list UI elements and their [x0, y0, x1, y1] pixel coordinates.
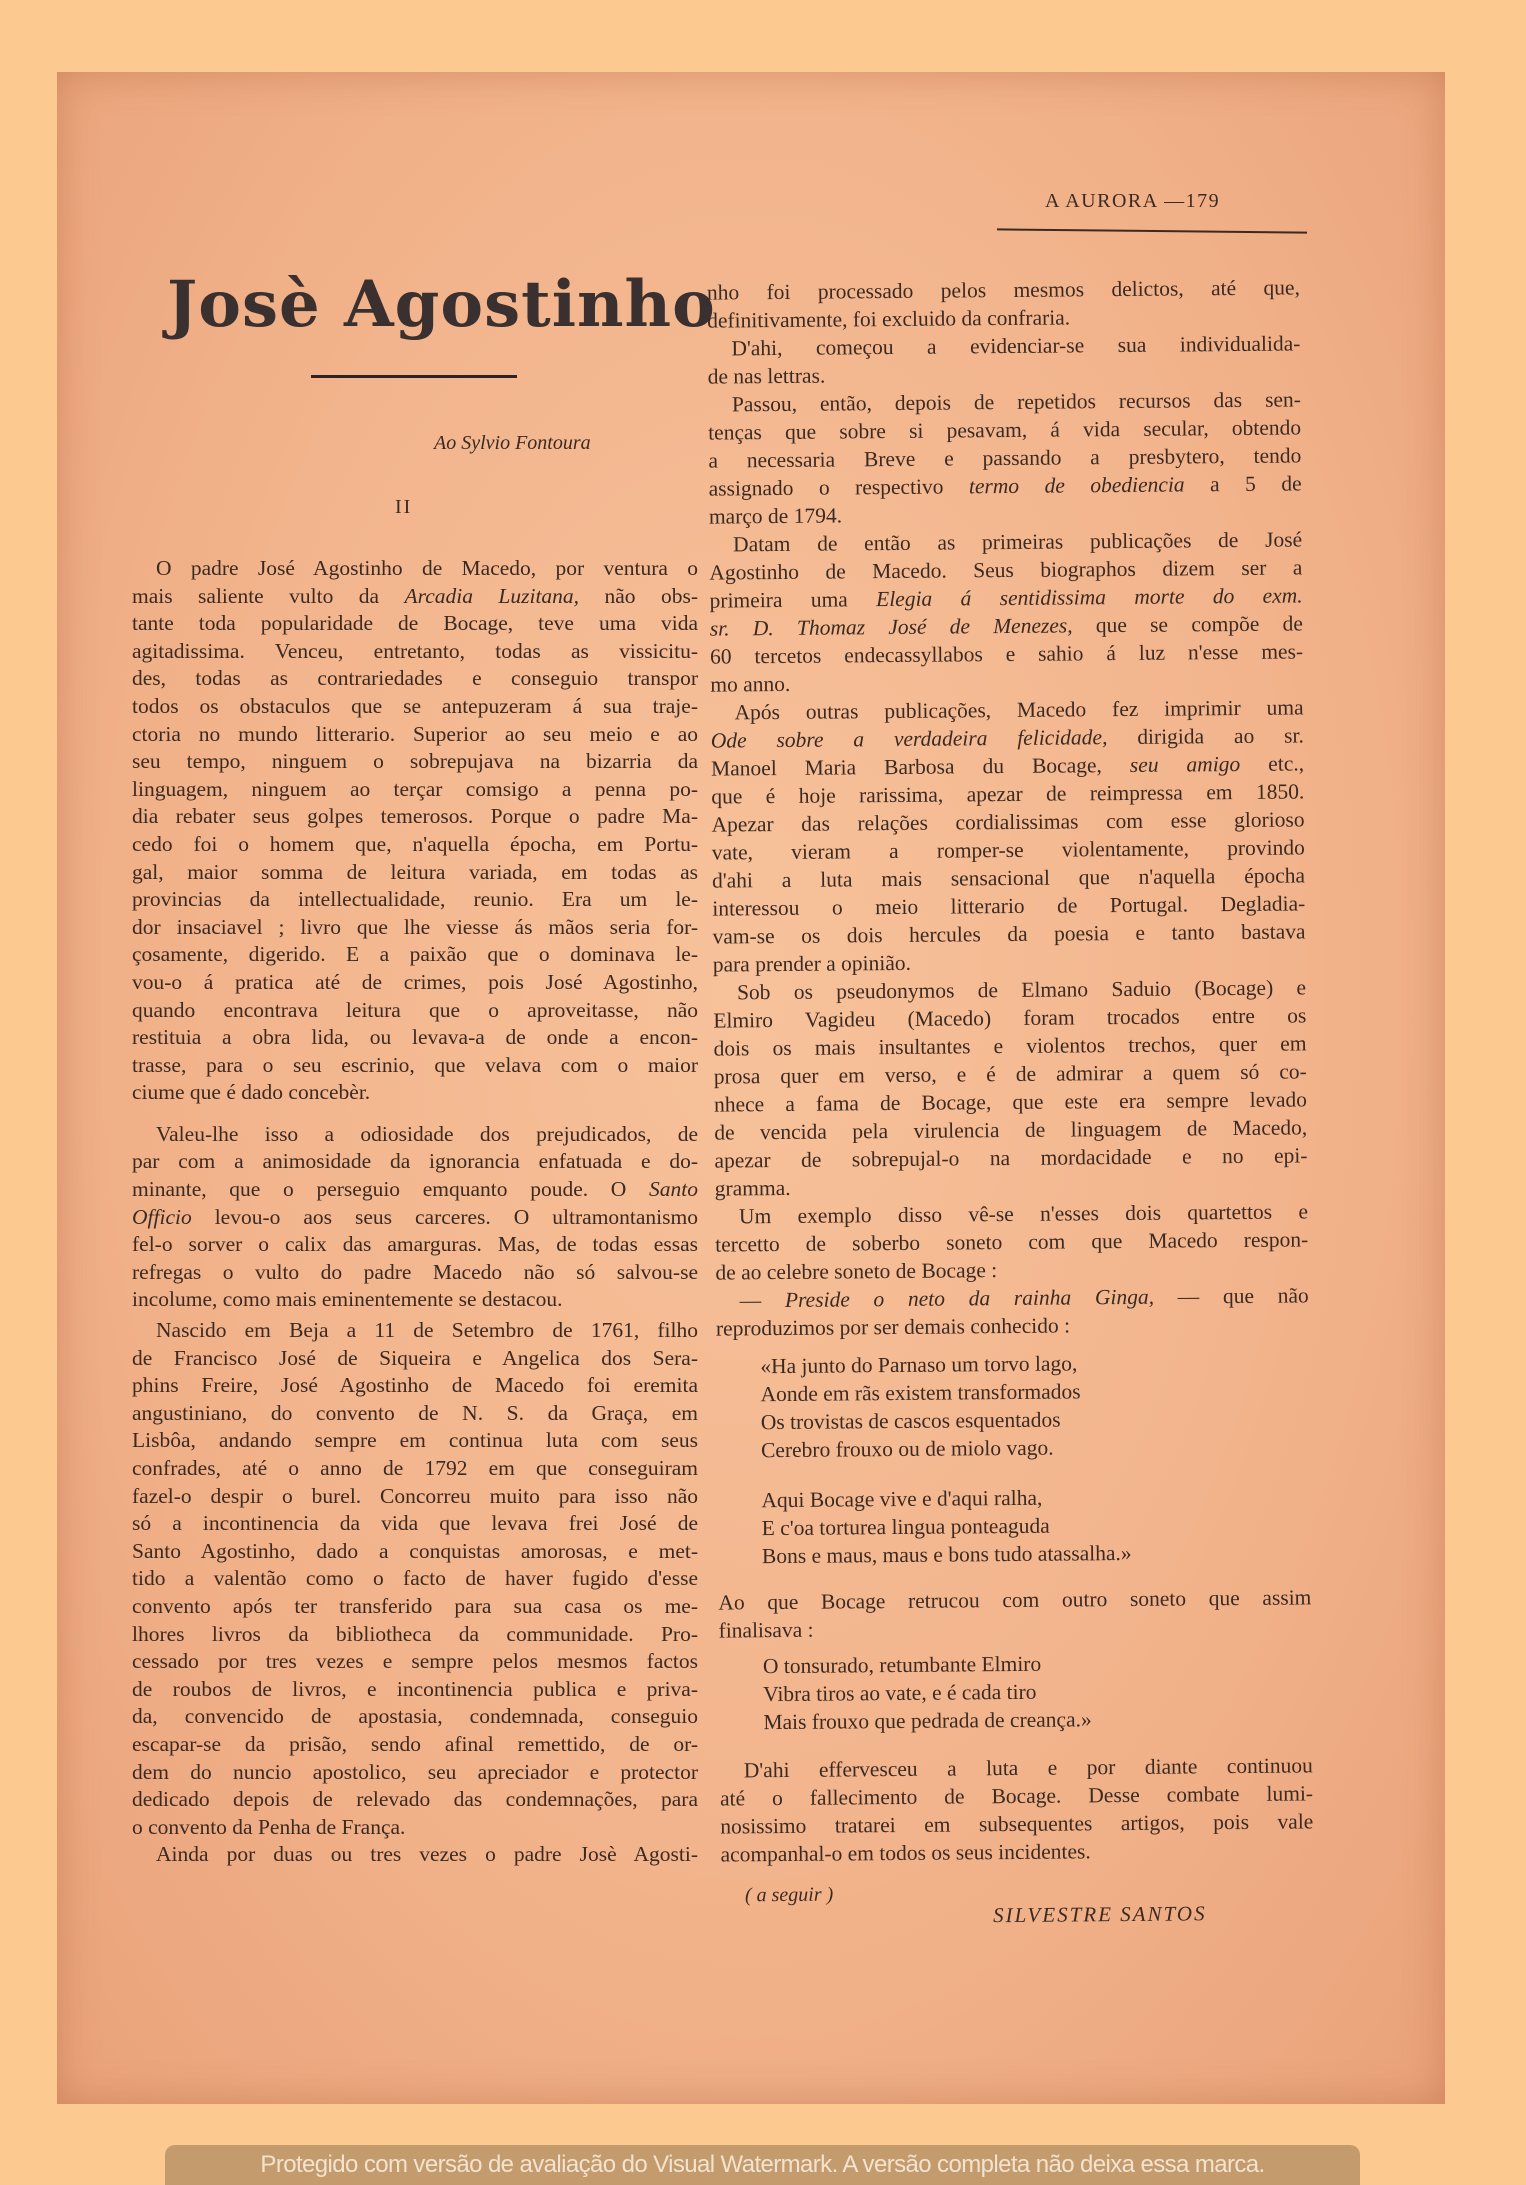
italic-text-run: termo de obediencia: [968, 472, 1185, 499]
text-line: Após outras publicações, Macedo fez imprimir uma: [734, 695, 1304, 725]
text-line: nosissimo tratarei em subsequentes artigos, pois vale: [720, 1809, 1314, 1839]
text-run: — que não: [1153, 1283, 1309, 1309]
text-line: Aqui Bocage vive e d'aqui ralha,: [761, 1485, 1043, 1513]
text-run: mais saliente vulto da: [132, 583, 405, 608]
to-be-continued: ( a seguir ): [744, 1883, 834, 1907]
text-line: Os trovistas de cascos esquentados: [760, 1407, 1061, 1435]
text-line: convento após ter transferido para sua casa os me-: [132, 1593, 698, 1618]
italic-text-run: Officio: [132, 1204, 192, 1229]
text-line: [132, 1176, 698, 1204]
text-line: Vibra tiros ao vate, e é cada tiro: [763, 1679, 1037, 1707]
text-line: O tonsurado, retumbante Elmiro: [762, 1651, 1042, 1679]
text-line: D'ahi, começou a evidenciar-se sua individualida-: [731, 331, 1301, 361]
text-line: dia rebater seus golpes temerosos. Porque o padre Ma-: [132, 804, 698, 829]
text-run: Manoel Maria Barbosa du Bocage,: [710, 752, 1130, 781]
text-run: levou-o aos seus carceres. O ultramontanismo: [191, 1204, 698, 1229]
text-run: assignado o respectivo: [708, 474, 970, 501]
text-line: tante toda popularidade de Bocage, teve uma vida: [132, 611, 698, 636]
text-run: etc.,: [1240, 751, 1305, 776]
text-line: cessado por tres vezes e sempre pelos mesmos factos: [132, 1649, 698, 1674]
text-line: vou-o á pratica até de crimes, pois José Agostinho,: [132, 969, 698, 994]
italic-text-run: seu amigo: [1129, 751, 1241, 777]
text-line: Cerebro frouxo ou de miolo vago.: [760, 1435, 1054, 1463]
text-line: tenças que sobre si pesavam, á vida secular, obtendo: [708, 415, 1302, 445]
text-line: Ainda por duas ou tres vezes o padre Josè Agosti-: [156, 1842, 698, 1867]
text-line: até o fallecimento de Bocage. Desse combate lumi-: [719, 1781, 1314, 1811]
text-line: des, todas as contrariedades e conseguio transpor: [132, 666, 698, 691]
text-line: o convento da Penha de França.: [132, 1814, 406, 1839]
text-line: finalisava :: [718, 1617, 814, 1643]
text-line: fazel-o despir o burel. Concorreu muito para isso não: [132, 1483, 698, 1508]
text-line: a necessaria Breve e passando a presbytero, tendo: [708, 443, 1302, 473]
running-head-rule: [997, 228, 1307, 233]
paragraph: [132, 1121, 698, 1314]
italic-text-run: Arcadia Luzitana,: [404, 583, 580, 608]
right-prose-end: [720, 1751, 1314, 1868]
text-line: confrades, até o anno de 1792 em que conseguiram: [132, 1456, 698, 1480]
left-column: [132, 555, 698, 1869]
text-line: dor insaciavel ; livro que lhe viesse ás mãos seria for-: [132, 914, 698, 939]
text-run: a 5 de: [1184, 471, 1302, 497]
text-line: dem do nuncio apostolico, seu apreciador e protector: [132, 1759, 698, 1784]
dedication: Ao Sylvio Fontoura: [434, 432, 591, 454]
article-title: Josè Agostinho: [167, 267, 716, 342]
text-run: minante, que o perseguio emquanto poude. O: [132, 1177, 650, 1202]
text-line: Ao que Bocage retrucou com outro soneto que assim: [718, 1585, 1312, 1615]
text-line: Valeu-lhe isso a odiosidade dos prejudicados, de: [156, 1121, 698, 1146]
text-line: Santo Agostinho, dado a conquistas amorosas, e met-: [132, 1538, 698, 1563]
text-line: tercetto de soberbo soneto com que Macedo respon-: [715, 1227, 1309, 1257]
text-line: Aonde em rãs existem transformados: [760, 1379, 1081, 1407]
text-line: Datam de então as primeiras publicações de José: [733, 527, 1303, 557]
text-line: seu tempo, ninguem o sobrepujava na bizarria da: [132, 749, 698, 774]
text-line: Um exemplo disso vê-se n'esses dois quartettos e: [738, 1199, 1309, 1229]
text-line: gramma.: [714, 1175, 791, 1201]
scanned-page: [57, 72, 1445, 2104]
text-line: para prender a opinião.: [712, 950, 912, 977]
italic-text-run: Elegia á sentidissima morte do exm.: [876, 583, 1303, 612]
text-line: gal, maior somma de leitura variada, em todas as: [132, 859, 698, 884]
part-number: II: [395, 496, 413, 518]
text-line: Lisbôa, andando sempre em continua luta com seus: [132, 1428, 698, 1453]
right-column: [707, 273, 1314, 1930]
sonnet-tercet: [761, 1481, 1311, 1570]
text-line: Bons e maus, maus e bons tudo atassalha.»: [761, 1540, 1132, 1569]
text-line: de Francisco José de Siqueira e Angelica dos Sera-: [132, 1345, 698, 1370]
text-run: dirigida ao sr.: [1107, 723, 1304, 750]
text-line: março de 1794.: [708, 503, 843, 529]
text-line: lhores livros da bibliotheca da communidade. Pro-: [132, 1621, 698, 1646]
italic-text-run: sr. D. Thomaz José de Menezes,: [709, 613, 1073, 641]
text-line: [716, 1281, 1309, 1314]
text-line: par com a animosidade da ignorancia enfatuada e do-: [132, 1149, 698, 1174]
right-prose-middle: [718, 1583, 1311, 1644]
text-line: reproduzimos por ser demais conhecido :: [715, 1313, 1071, 1341]
text-line: angustiniano, do convento de N. S. da Graça, em: [132, 1400, 698, 1425]
text-line: de roubos de livros, e incontinencia publica e priva-: [132, 1676, 698, 1701]
text-line: E c'oa torturea lingua ponteaguda: [761, 1513, 1050, 1541]
text-line: [132, 583, 698, 611]
text-line: Elmiro Vagideu (Macedo) foram trocados entre os: [713, 1003, 1307, 1033]
text-line: tido a valentão como o facto de haver fugido d'esse: [132, 1566, 698, 1591]
text-line: Agostinho de Macedo. Seus biographos dizem ser a: [709, 555, 1303, 585]
text-line: de vencida pela virulencia de linguagem de Macedo,: [714, 1115, 1308, 1145]
text-line: apezar de sobrepujal-o na mordacidade e no epi-: [714, 1143, 1308, 1173]
text-line: vam-se os dois hercules da poesia e tanto bastava: [712, 919, 1306, 949]
right-prose-top: [707, 273, 1309, 1342]
text-line: dois os mais insultantes e violentos trechos, quer em: [713, 1031, 1307, 1061]
text-line: nho foi processado pelos mesmos delictos, até que,: [706, 275, 1301, 305]
text-line: de nas lettras.: [707, 363, 826, 389]
reply-tercet: [763, 1647, 1313, 1736]
text-line: agitadissima. Venceu, entretanto, todas as vissicitu-: [132, 638, 698, 663]
text-run: —: [739, 1287, 786, 1313]
running-head: A AURORA —179: [1045, 190, 1221, 212]
text-line: dedicado depois de relevado das condemnações, para: [132, 1787, 698, 1812]
italic-text-run: Santo: [649, 1177, 698, 1202]
text-line: trasse, para o seu escrinio, que velava com o maior: [132, 1052, 698, 1077]
paragraph: [132, 1317, 698, 1841]
text-line: mo anno.: [710, 671, 791, 697]
text-line: [132, 1204, 698, 1232]
text-line: nhece a fama de Bocage, que este era sempre levado: [713, 1087, 1308, 1117]
paragraph: [132, 1841, 698, 1869]
text-line: cedo foi o homem que, n'aquella épocha, em Portu-: [132, 831, 698, 856]
text-line: fel-o sorver o calix das amarguras. Mas, de todas essas: [132, 1232, 698, 1257]
text-line: incolume, como mais eminentemente se destacou.: [132, 1287, 563, 1312]
text-line: ciume que é dado concebèr.: [132, 1080, 371, 1105]
title-rule: [311, 375, 517, 378]
text-line: çosamente, digerido. E a paixão que o dominava le-: [132, 942, 698, 967]
text-line: interessou o meio litterario de Portugal. Degladia-: [712, 891, 1306, 921]
text-line: Nascido em Beja a 11 de Setembro de 1761, filho: [156, 1318, 698, 1343]
paragraph: [132, 555, 698, 1107]
text-line: Mais frouxo que pedrada de creança.»: [763, 1707, 1092, 1735]
text-line: O padre José Agostinho de Macedo, por ventura o: [156, 556, 698, 580]
text-line: D'ahi effervesceu a luta e por diante continuou: [743, 1753, 1313, 1783]
text-line: linguagem, ninguem ao terçar comsigo a penna po-: [132, 776, 698, 801]
text-line: vate, vieram a romper-se violentamente, provindo: [711, 835, 1305, 865]
italic-text-run: Ode sobre a verdadeira felicidade,: [710, 725, 1108, 753]
text-run: que se compõe de: [1072, 611, 1303, 638]
text-line: Passou, então, depois de repetidos recursos das sen-: [731, 387, 1301, 417]
text-line: «Ha junto do Parnaso um torvo lago,: [760, 1351, 1078, 1379]
text-line: ctoria no mundo litterario. Superior ao seu meio e ao: [132, 721, 698, 746]
text-line: 60 tercetos endecassyllabos e sahio á luz n'esse mes-: [709, 639, 1304, 669]
text-line: [709, 469, 1302, 502]
text-line: escapar-se da prisão, sendo afinal remettido, de or-: [132, 1731, 698, 1756]
text-line: phins Freire, José Agostinho de Macedo foi eremita: [132, 1373, 698, 1398]
text-line: Sob os pseudonymos de Elmano Saduio (Bocage) e: [736, 975, 1307, 1005]
text-line: restituia a obra lida, ou levava-a de onde a encon-: [132, 1025, 698, 1050]
text-line: da, convencido de apostasia, condemnada, conseguio: [132, 1704, 698, 1729]
text-line: de ao celebre soneto de Bocage :: [715, 1258, 998, 1285]
text-line: acompanhal-o em todos os seus incidentes.: [720, 1839, 1091, 1867]
text-line: prosa quer em verso, e é de admirar a quem só co-: [713, 1059, 1307, 1089]
text-line: Apezar das relações cordialissimas com esse glorioso: [711, 807, 1305, 837]
text-line: todos os obstaculos que se antepuzeram á sua traje-: [132, 693, 698, 718]
text-line: quando encontrava leitura que o aproveitasse, não: [132, 997, 698, 1022]
sonnet-quatrain: [760, 1347, 1310, 1464]
watermark-notice-bar: Protegido com versão de avaliação do Visual Watermark. A versão completa não deixa essa marca.: [165, 2145, 1360, 2185]
italic-text-run: Preside o neto da rainha Ginga,: [784, 1284, 1155, 1312]
text-line: só a incontinencia da vida que levava frei José de: [132, 1511, 698, 1536]
text-run: primeira uma: [709, 587, 877, 613]
text-line: definitivamente, foi excluido da confraria.: [707, 305, 1071, 333]
text-line: d'ahi a luta mais sensacional que n'aquella épocha: [711, 863, 1306, 893]
text-line: provincias da intellectualidade, reunio. Era um le-: [132, 887, 698, 912]
author-signature: SILVESTRE SANTOS: [992, 1901, 1207, 1928]
text-line: refregas o vulto do padre Macedo não só salvou-se: [132, 1259, 698, 1284]
text-run: não obs-: [579, 583, 698, 608]
text-line: que é hoje rarissima, apezar de reimpressa em 1850.: [711, 779, 1305, 809]
